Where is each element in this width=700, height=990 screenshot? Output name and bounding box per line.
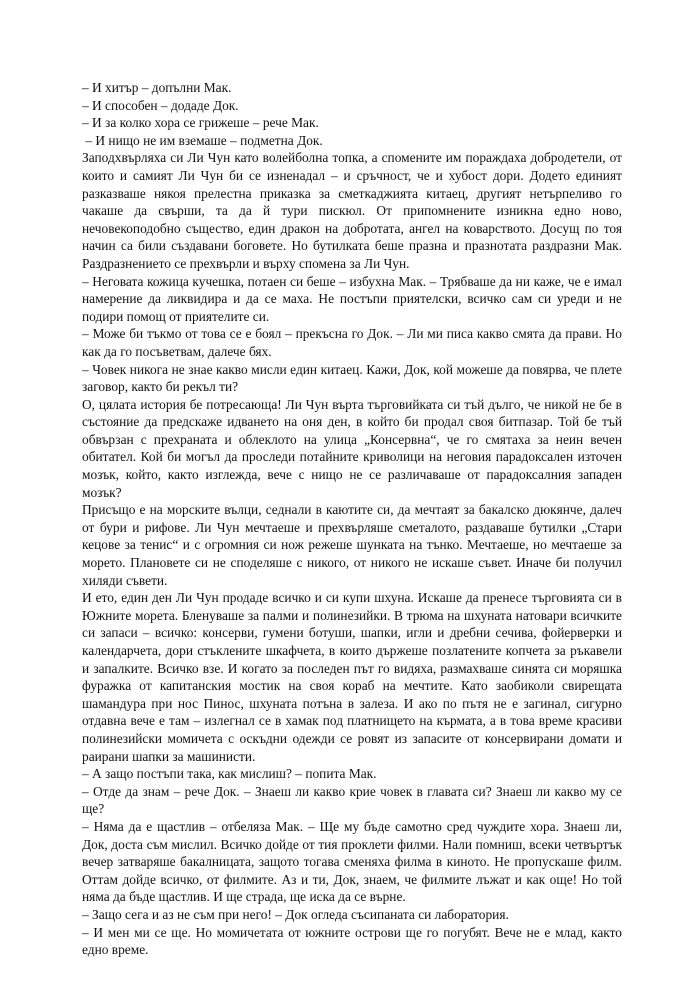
dialogue-line: – Може би тъкмо от това се е боял – прекъсна го Док. – Ли ми писа какво смята да прави. Но как да го посъветвам, далече бях. (82, 326, 622, 359)
body-paragraph: И ето, един ден Ли Чун продаде всичко и си купи шхуна. Искаше да пренесе търговията си в Южните морета. Бленуваше за палми и полинезийки. В трюма на шхуната натовари всичките си запаси – всичко: консерви, гумени ботуши, шапки, игли и дребни сечива, фойерверки и календарчета, дори стъклените шкафчета, в които държеше позлатените копчета за ръкавели и запалките. Всичко взе. И когато за последен път го видяха, размахваше синята си моряшка фуражка от капитанския мостик на своя кораб на мечтите. Като заобиколи свирещата шамандура при нос Пинос, шхуната потъна в залеза. И ако по пътя не е загинал, сигурно отдавна вече е там – излегнал се в хамак под платнището на кърмата, а в това време красиви полинезийски момичета с оскъдни одежди се ровят из запасите от консервирани домати и раирани шапки за машинисти. (82, 590, 622, 764)
body-paragraph: Заподхвърляха си Ли Чун като волейболна топка, а спомените им пораждаха добродетели, от които и самият Ли Чун би се изненадал – и сръчност, че и хубост дори. Додето единият разказваше някоя прелестна приказка за сметкаджията китаец, другият нетърпеливо го чакаше да свърши, та да й тури пискюл. От припомнените изникна едно ново, нечовекоподобно същество, един дракон на добротата, ангел на коварството. Досущ по тоя начин са били създавани боговете. Но бутилката беше празна и празнотата раздразни Мак. Раздразнението се прехвърли и върху спомена за Ли Чун. (82, 150, 622, 271)
dialogue-line: – Защо сега и аз не съм при него! – Док огледа съсипаната си лаборатория. (82, 906, 509, 922)
dialogue-line: – И за колко хора се грижеше – рече Мак. (82, 115, 319, 131)
dialogue-line: – И мен ми се ще. Но момичетата от южните острови ще го погубят. Вече не е млад, както едно време. (82, 924, 622, 958)
body-paragraph: О, цялата история бе потресающа! Ли Чун върта търговийката си тъй дълго, че никой не бе в състояние да предскаже идването на оня ден, в който би продал своя битпазар. Той бе тъй обвързан с прехраната и облеклото на улица „Консервна“, че го смятаха за неин вечен обитател. Кой би могъл да проследи потайните криволици на неговия парадоксален източен мозък, който, както изглежда, вече с нищо не се различаваше от парадоксалния западен мозък? (82, 396, 622, 500)
dialogue-line: – Неговата кожица кучешка, потаен си беше – избухна Мак. – Трябваше да ни каже, че е имал намерение да ликвидира и да се маха. Не постъпи приятелски, всичко сам си уреди и не подири помощ от приятелите си. (82, 273, 622, 324)
dialogue-line: – И хитър – допълни Мак. (82, 80, 232, 95)
dialogue-line: – И способен – додаде Док. (82, 97, 239, 113)
dialogue-line: – Човек никога не знае какво мисли един китаец. Кажи, Док, кой можеше да повярва, че плете заговор, както би рекъл ти? (82, 361, 622, 395)
dialogue-line: – Няма да е щастлив – отбеляза Мак. – Ще му бъде самотно сред чуждите хора. Знаеш ли, Док, доста съм мислил. Всичко дойде от тия проклети филми. Нали помниш, всеки четвъртък вечер затваряше бакалницата, защото тогава сменяха филма в киното. Не пропускаше филм. Оттам дойде всичко, от филмите. Аз и ти, Док, знаем, че филмите лъжат и как още! Но той няма да бъде щастлив. И ще страда, ще иска да се върне. (82, 818, 622, 905)
document-page (82, 79, 622, 959)
dialogue-line: – И нищо не им вземаше – подметна Док. (82, 132, 323, 148)
dialogue-line: – Отде да знам – рече Док. – Знаеш ли какво крие човек в главата си? Знаеш ли какво му се ще? (82, 783, 622, 817)
dialogue-line: – А защо постъпи така, как мислиш? – попита Мак. (82, 766, 377, 782)
body-paragraph: Присъщо е на морските вълци, седнали в каютите си, да мечтаят за бакалско дюкянче, далеч от бури и рифове. Ли Чун мечтаеше и прехвърляше сметалото, раздаваше бутилки „Стари кецове за тенис“ и с огромния си нож режеше шунката на тънко. Мечтаеше, но мечтаеше за морето. Плановете си не споделяше с никого, от никого не искаше съвет. Иначе би получил хиляди съвети. (82, 502, 622, 588)
